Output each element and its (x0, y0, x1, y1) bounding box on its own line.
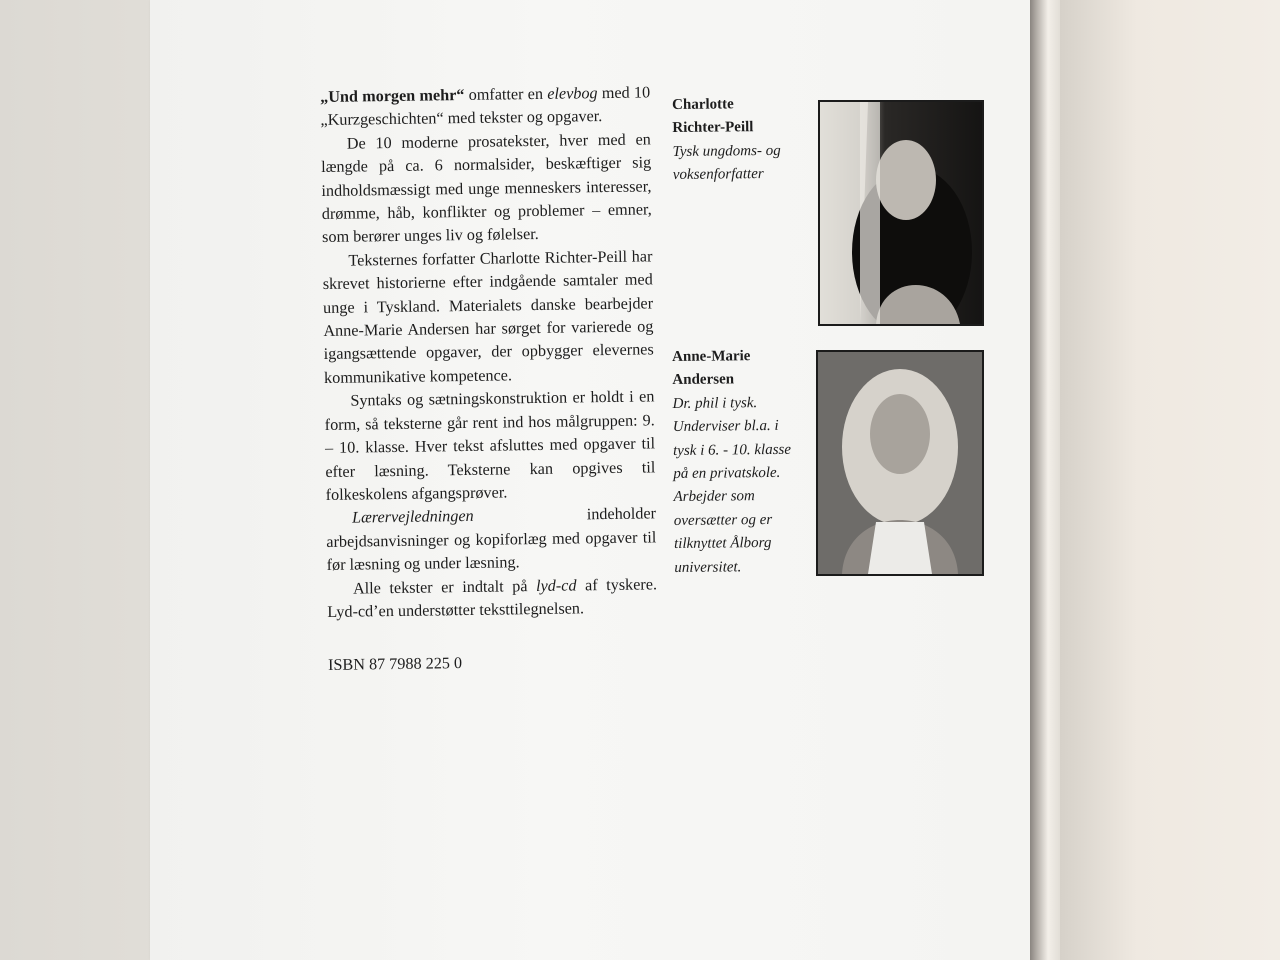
author-photo-charlotte (818, 100, 984, 326)
author-name: Andersen (672, 371, 735, 389)
author-desc: Tysk ungdoms- og (672, 142, 781, 160)
author-name: Anne-Marie (672, 348, 751, 365)
paragraph-teacher-guide: Lærervejledningen indeholder arbejdsanvisninger og kopiforlæg med opgaver til før læsning og under læsning. (326, 504, 657, 575)
author-photo-anne-marie (816, 350, 984, 576)
author-anne-marie: Anne-Marie Andersen Dr. phil i tysk. Underviser bl.a. i tysk i 6. - 10. klasse på en privatskole. Arbejder som oversætter og er tilknyttet Ålborg universitet. (672, 345, 814, 581)
isbn: ISBN 87 7988 225 0 (327, 654, 463, 675)
background-surface (1060, 0, 1280, 960)
elevbog-term: elevbog (547, 84, 598, 103)
author-charlotte (672, 93, 813, 188)
author-name: Charlotte (672, 96, 734, 113)
author-desc: voksenforfatter (672, 166, 764, 184)
paragraph-texts: De 10 moderne prosatekster, hver med en længde på ca. 6 normalsider, beskæftiger sig indholdsmæssigt med unge menneskers interesser, drømme, håb, konflikter og problemer – emner, som berører unges liv og følelser. (321, 130, 652, 247)
book-spine-edge (1030, 0, 1060, 960)
paragraph-authors: Teksternes forfatter Charlotte Richter-Peill har skrevet historierne efter indgående samtaler med unge i Tyskland. Materialets danske bearbejder Anne-Marie Andersen har sørget for varierede og igangsættende opgaver, der opbygger elevernes kommunikative kompetence. (322, 247, 654, 387)
author-name: Richter-Peill (672, 119, 754, 137)
intro-paragraph: „Und morgen mehr“ omfatter en elevbog med 10 „Kurzgeschichten“ med tekster og opgaver. (320, 83, 651, 130)
description-column (320, 81, 658, 677)
paragraph-syntax: Syntaks og sætningskonstruktion er holdt i en form, så teksterne går rent ind hos målgruppen: 9. – 10. klasse. Hver tekst afsluttes med opgaver til efter læsning. Teksterne kan opgives til folkeskolens afgangsprøver. (324, 387, 656, 504)
book-title: „Und morgen mehr“ (320, 85, 465, 106)
paragraph-audio-cd: Alle tekster er indtalt på lyd-cd af tyskere. Lyd-cd’en understøtter teksttilegnelsen. (327, 574, 658, 621)
